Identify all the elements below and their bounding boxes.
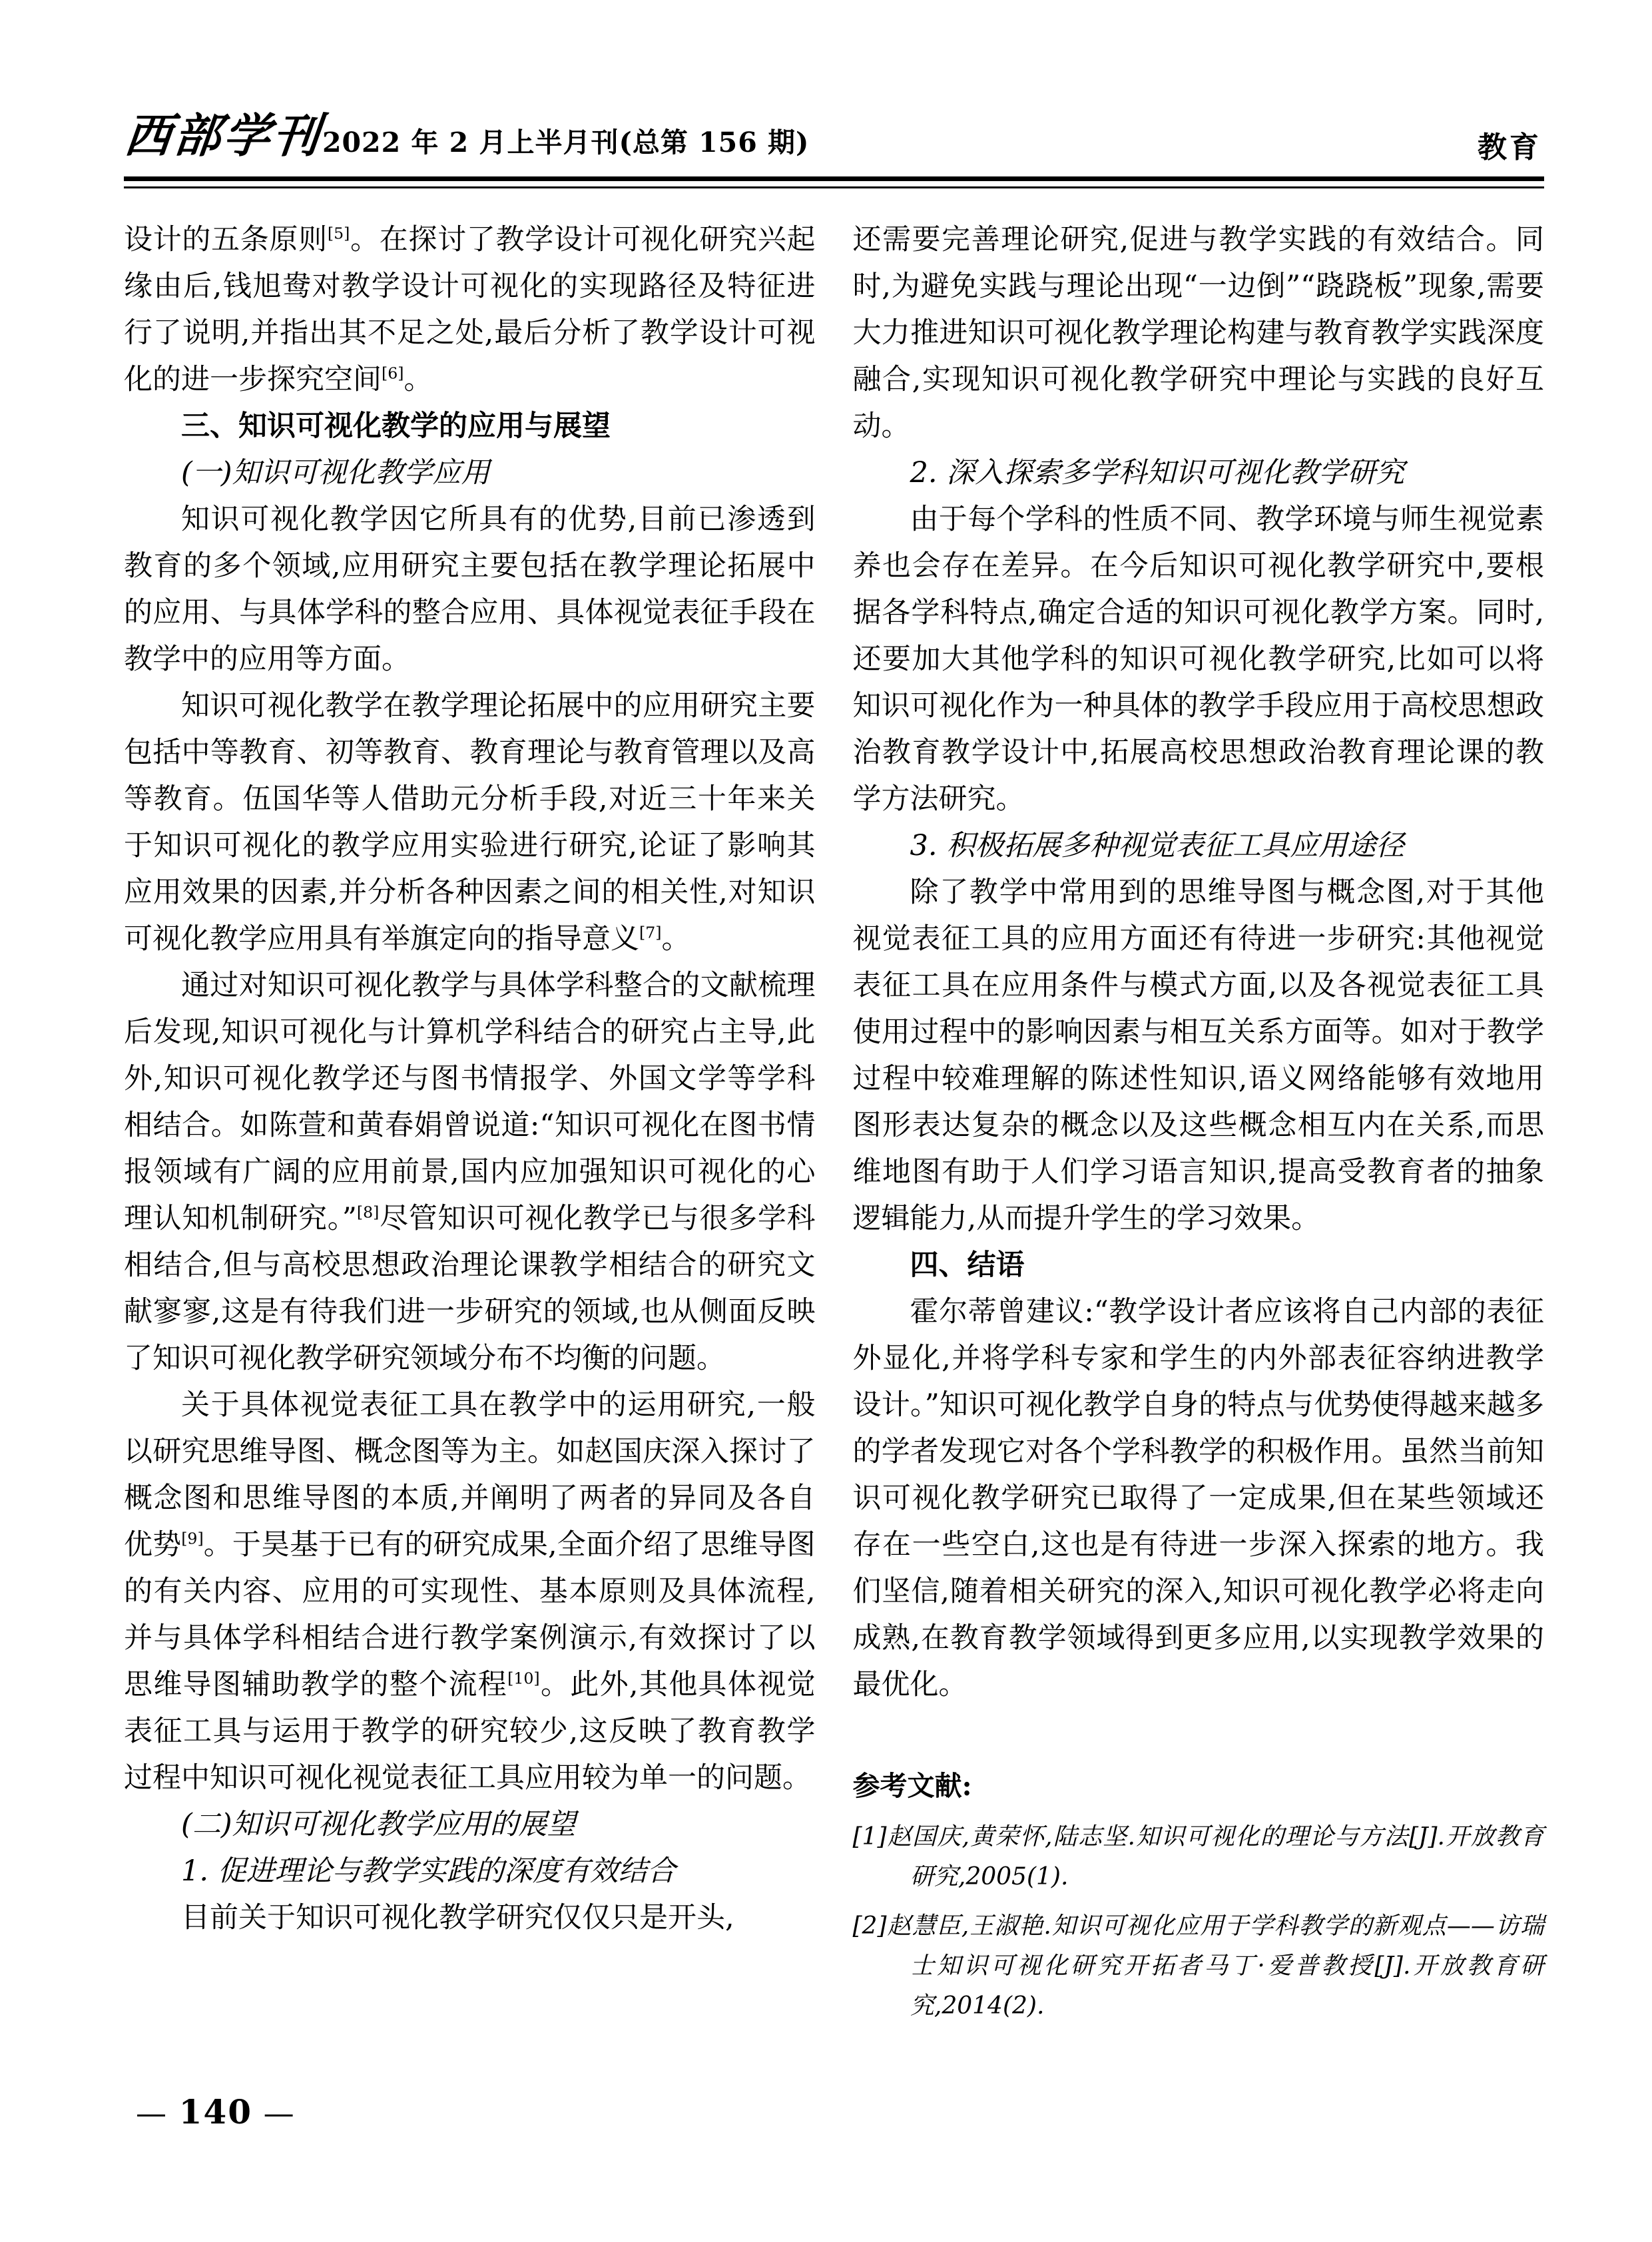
paragraph: 设计的五条原则[5]。在探讨了教学设计可视化研究兴起缘由后,钱旭鸯对教学设计可视化的实现路径及特征进行了说明,并指出其不足之处,最后分析了教学设计可视化的进一步探究空间[6]。 bbox=[124, 223, 816, 396]
article-body bbox=[124, 216, 1544, 2026]
numbered-heading: 1. 促进理论与教学实践的深度有效结合 bbox=[181, 1854, 676, 1888]
paragraph: 通过对知识可视化教学与具体学科整合的文献梳理后发现,知识可视化与计算机学科结合的研究占主导,此外,知识可视化教学还与图书情报学、外国文学等学科相结合。如陈萱和黄春娟曾说道:“知识可视化在图书情报领域有广阔的应用前景,国内应加强知识可视化的心理认知机制研究。”[8]尽管知识可视化教学已与很多学科相结合,但与高校思想政治理论课教学相结合的研究文献寥寥,这是有待我们进一步研究的领域,也从侧面反映了知识可视化教学研究领域分布不均衡的问题。 bbox=[124, 969, 816, 1375]
paragraph: 除了教学中常用到的思维导图与概念图,对于其他视觉表征工具的应用方面还有待进一步研究:其他视觉表征工具在应用条件与模式方面,以及各视觉表征工具使用过程中的影响因素与相互关系方面等。如对于教学过程中较难理解的陈述性知识,语义网络能够有效地用图形表达复杂的概念以及这些概念相互内在关系,而思维地图有助于人们学习语言知识,提高受教育者的抽象逻辑能力,从而提升学生的学习效果。 bbox=[852, 876, 1544, 1235]
right-column bbox=[853, 216, 1545, 2026]
citation-marker: [9] bbox=[181, 1529, 204, 1548]
paragraph: 知识可视化教学因它所具有的优势,目前已渗透到教育的多个领域,应用研究主要包括在教学理论拓展中的应用、与具体学科的整合应用、具体视觉表征手段在教学中的应用等方面。 bbox=[124, 503, 816, 676]
reference-entry: [1]赵国庆,黄荣怀,陆志坚.知识可视化的理论与方法[J].开放教育研究,2005(1). bbox=[852, 1823, 1544, 1890]
paragraph: 由于每个学科的性质不同、教学环境与师生视觉素养也会存在差异。在今后知识可视化教学研究中,要根据各学科特点,确定合适的知识可视化教学方案。同时,还要加大其他学科的知识可视化教学研究,比如可以将知识可视化作为一种具体的教学手段应用于高校思想政治教育教学设计中,拓展高校思想政治教育理论课的教学方法研究。 bbox=[852, 503, 1544, 816]
paragraph: 知识可视化教学在教学理论拓展中的应用研究主要包括中等教育、初等教育、教育理论与教育管理以及高等教育。伍国华等人借助元分析手段,对近三十年来关于知识可视化的教学应用实验进行研究,论证了影响其应用效果的因素,并分析各种因素之间的相关性,对知识可视化教学应用具有举旗定向的指导意义[7]。 bbox=[124, 689, 816, 956]
paragraph: 关于具体视觉表征工具在教学中的运用研究,一般以研究思维导图、概念图等为主。如赵国庆深入探讨了概念图和思维导图的本质,并阐明了两者的异同及各自优势[9]。于昊基于已有的研究成果,全面介绍了思维导图的有关内容、应用的可实现性、基本原则及具体流程,并与具体学科相结合进行教学案例演示,有效探讨了以思维导图辅助教学的整个流程[10]。此外,其他具体视觉表征工具与运用于教学的研究较少,这反映了教育教学过程中知识可视化视觉表征工具应用较为单一的问题。 bbox=[124, 1388, 816, 1795]
journal-brand bbox=[122, 99, 810, 166]
paragraph: 霍尔蒂曾建议:“教学设计者应该将自己内部的表征外显化,并将学科专家和学生的内外部表征容纳进教学设计。”知识可视化教学自身的特点与优势使得越来越多的学者发现它对各个学科教学的积极作用。虽然当前知识可视化教学研究已取得了一定成果,但在某些领域还存在一些空白,这也是有待进一步深入探索的地方。我们坚信,随着相关研究的深入,知识可视化教学必将走向成熟,在教育教学领域得到更多应用,以实现教学效果的最优化。 bbox=[852, 1295, 1544, 1701]
page-header bbox=[124, 99, 1544, 176]
subsection-heading: (一)知识可视化教学应用 bbox=[181, 456, 490, 489]
paragraph: 还需要完善理论研究,促进与教学实践的有效结合。同时,为避免实践与理论出现“一边倒”“跷跷板”现象,需要大力推进知识可视化教学理论构建与教育教学实践深度融合,实现知识可视化教学研究中理论与实践的良好互动。 bbox=[852, 223, 1544, 443]
citation-marker: [10] bbox=[507, 1669, 540, 1688]
citation-marker: [8] bbox=[356, 1203, 380, 1222]
subsection-heading: (二)知识可视化教学应用的展望 bbox=[181, 1808, 576, 1841]
journal-logo: 西部学刊 bbox=[122, 108, 325, 163]
paragraph: 目前关于知识可视化教学研究仅仅只是开头, bbox=[181, 1901, 734, 1934]
page-footer bbox=[136, 2092, 296, 2131]
references-heading: 参考文献: bbox=[852, 1770, 972, 1802]
citation-marker: [7] bbox=[639, 923, 662, 942]
section-label: 教育 bbox=[1478, 131, 1541, 164]
citation-marker: [6] bbox=[382, 364, 404, 383]
numbered-heading: 2. 深入探索多学科知识可视化教学研究 bbox=[910, 456, 1405, 489]
header-rule bbox=[124, 176, 1544, 188]
numbered-heading: 3. 积极拓展多种视觉表征工具应用途径 bbox=[910, 829, 1405, 862]
reference-entry: [2]赵慧臣,王淑艳.知识可视化应用于学科教学的新观点——访瑞士知识可视化研究开拓者马丁·爱普教授[J].开放教育研究,2014(2). bbox=[852, 1912, 1544, 2020]
footer-dash-right: — bbox=[263, 2095, 296, 2131]
issue-info: 2022 年 2 月上半月刊(总第 156 期) bbox=[322, 127, 810, 158]
left-column bbox=[124, 216, 816, 2026]
section-heading: 四、结语 bbox=[910, 1249, 1025, 1282]
citation-marker: [5] bbox=[327, 224, 350, 243]
page-number: 140 bbox=[178, 2092, 252, 2131]
footer-dash-left: — bbox=[136, 2095, 168, 2131]
section-heading: 三、知识可视化教学的应用与展望 bbox=[181, 410, 611, 443]
